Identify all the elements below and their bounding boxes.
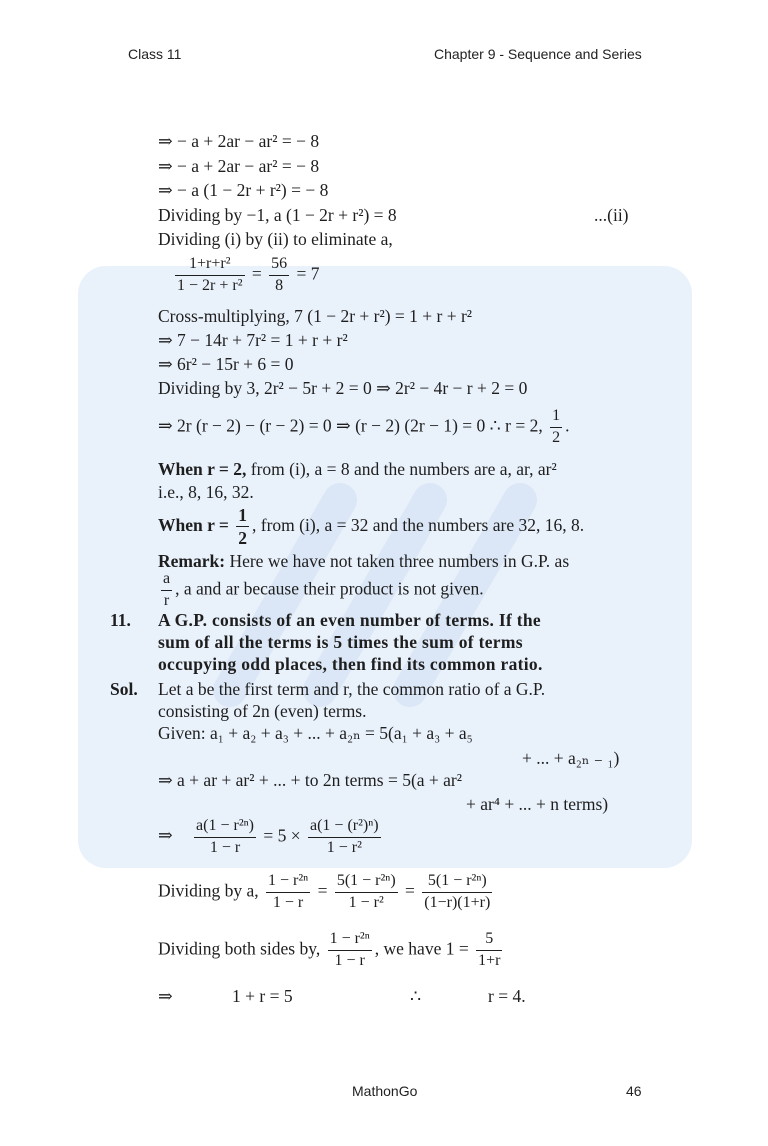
eq-line-4: Dividing by −1, a (1 − 2r + r²) = 8 [158, 205, 397, 225]
eq-line-11: ⇒ 2r (r − 2) − (r − 2) = 0 ⇒ (r − 2) (2r − 1) = 0 ∴ r = 2, $\frac{1}{2}$ . [158, 407, 570, 446]
remark-line: Remark: Here we have not taken three numbers in G.P. as [158, 551, 570, 571]
sol-line-3: Given: a₁ + a₂ + a₃ + ... + a₂ₙ = 5(a₁ + a₃ + a₅ [158, 723, 473, 743]
solution-label: Sol. [110, 679, 138, 699]
eq-line-8: ⇒ 7 − 14r + 7r² = 1 + r + r² [158, 330, 348, 350]
eq-fraction-line: $\frac{\text{1+r+r²}}{\text{1 − 2r + r²}}$ = $\frac{56}{8}$ = 7 [177, 255, 320, 294]
fraction-div-a-2: $\frac{\text{5(1 − r²ⁿ)}}{\text{1 − r²}}$ [336, 872, 396, 911]
question-line-2: sum of all the terms is 5 times the sum of terms [158, 632, 523, 652]
fraction-left: $\frac{\text{1+r+r²}}{\text{1 − 2r + r²}}$ [177, 255, 243, 294]
sol-arrow-final: ⇒ [158, 986, 173, 1006]
eq-line-10: Dividing by 3, 2r² − 5r + 2 = 0 ⇒ 2r² − 4r − r + 2 = 0 [158, 378, 528, 398]
header-chapter: Chapter 9 - Sequence and Series [434, 46, 642, 62]
sol-line-7: ⇒ $\frac{\text{a(1 − r²ⁿ)}}{1 - r}$ = 5 × $\frac{\text{a(1 − (r²)ⁿ)}}{\text{1 − r²}}$ [158, 817, 379, 856]
footer-brand: MathonGo [352, 1083, 418, 1099]
eq-line-2: ⇒ − a + 2ar − ar² = − 8 [158, 156, 320, 176]
header-class: Class 11 [128, 46, 182, 62]
sol-line-5: ⇒ a + ar + ar² + ... + to 2n terms = 5(a + ar² [158, 770, 463, 790]
fraction-both-sides: $\frac{\text{1 − r²ⁿ}}{1 - r}$ [329, 930, 370, 969]
eq-line-5: Dividing (i) by (ii) to eliminate a, [158, 229, 393, 249]
eq-tag-ii: ...(ii) [594, 205, 629, 225]
fraction-right: $\frac{56}{8}$ [271, 255, 288, 294]
case-r-2: When r = 2, from (i), a = 8 and the numbers are a, ar, ar² [158, 459, 557, 479]
fraction-div-a-1: $\frac{\text{1 − r²ⁿ}}{1 - r}$ [268, 872, 309, 911]
footer-page-number: 46 [626, 1083, 642, 1099]
sol-therefore: ∴ [410, 986, 422, 1006]
sol-line-8: Dividing by a, $\frac{\text{1 − r²ⁿ}}{1 - r}$ = $\frac{\text{5(1 − r²ⁿ)}}{\text{1 − r²}}$ = $\frac{\text{5(1 − r²ⁿ)}}{(1-r)(1+r)}$ [158, 872, 491, 911]
eq-line-7: Cross-multiplying, 7 (1 − 2r + r²) = 1 + r + r² [158, 306, 473, 326]
fraction-div-a-3: $\frac{\text{5(1 − r²ⁿ)}}{(1-r)(1+r)}$ [424, 872, 491, 911]
remark-line-2: $\frac{a}{r}$ , a and ar because their product is not given. [163, 570, 484, 609]
case-r-half: When r = $\frac{1}{2}$ , from (i), a = 32 and the numbers are 32, 16, 8. [158, 505, 585, 549]
sol-answer: r = 4. [488, 986, 526, 1006]
question-line-3: occupying odd places, then find its common ratio. [158, 654, 543, 674]
fraction-half: $\frac{1}{2}$ [552, 407, 561, 446]
sol-line-6: + ar⁴ + ... + n terms) [466, 794, 609, 814]
question-line-1: A G.P. consists of an even number of terms. If the [158, 610, 541, 630]
fraction-half-bold: $\frac{1}{2}$ [238, 505, 248, 549]
eq-line-9: ⇒ 6r² − 15r + 6 = 0 [158, 354, 294, 374]
eq-line-1: ⇒ − a + 2ar − ar² = − 8 [158, 131, 320, 151]
sol-line-9: Dividing both sides by, $\frac{\text{1 − r²ⁿ}}{1 - r}$ , we have 1 = $\frac{5}{1+r}$ [158, 930, 501, 969]
fraction-sum-odd: $\frac{\text{a(1 − (r²)ⁿ)}}{\text{1 − r²}}$ [310, 817, 379, 856]
fraction-result: $\frac{5}{1+r}$ [478, 930, 501, 969]
question-number: 11. [110, 610, 131, 630]
fraction-a-over-r: $\frac{a}{r}$ [163, 570, 171, 609]
sol-final-eq: 1 + r = 5 [232, 986, 293, 1006]
sol-line-4: + ... + a₂ₙ ₋ ₁) [522, 748, 620, 768]
sol-line-1: Let a be the first term and r, the common ratio of a G.P. [158, 679, 546, 699]
eq-line-3: ⇒ − a (1 − 2r + r²) = − 8 [158, 180, 329, 200]
fraction-sum-all: $\frac{\text{a(1 − r²ⁿ)}}{1 - r}$ [196, 817, 254, 856]
sol-line-2: consisting of 2n (even) terms. [158, 701, 367, 721]
case-r-2-values: i.e., 8, 16, 32. [158, 482, 254, 502]
